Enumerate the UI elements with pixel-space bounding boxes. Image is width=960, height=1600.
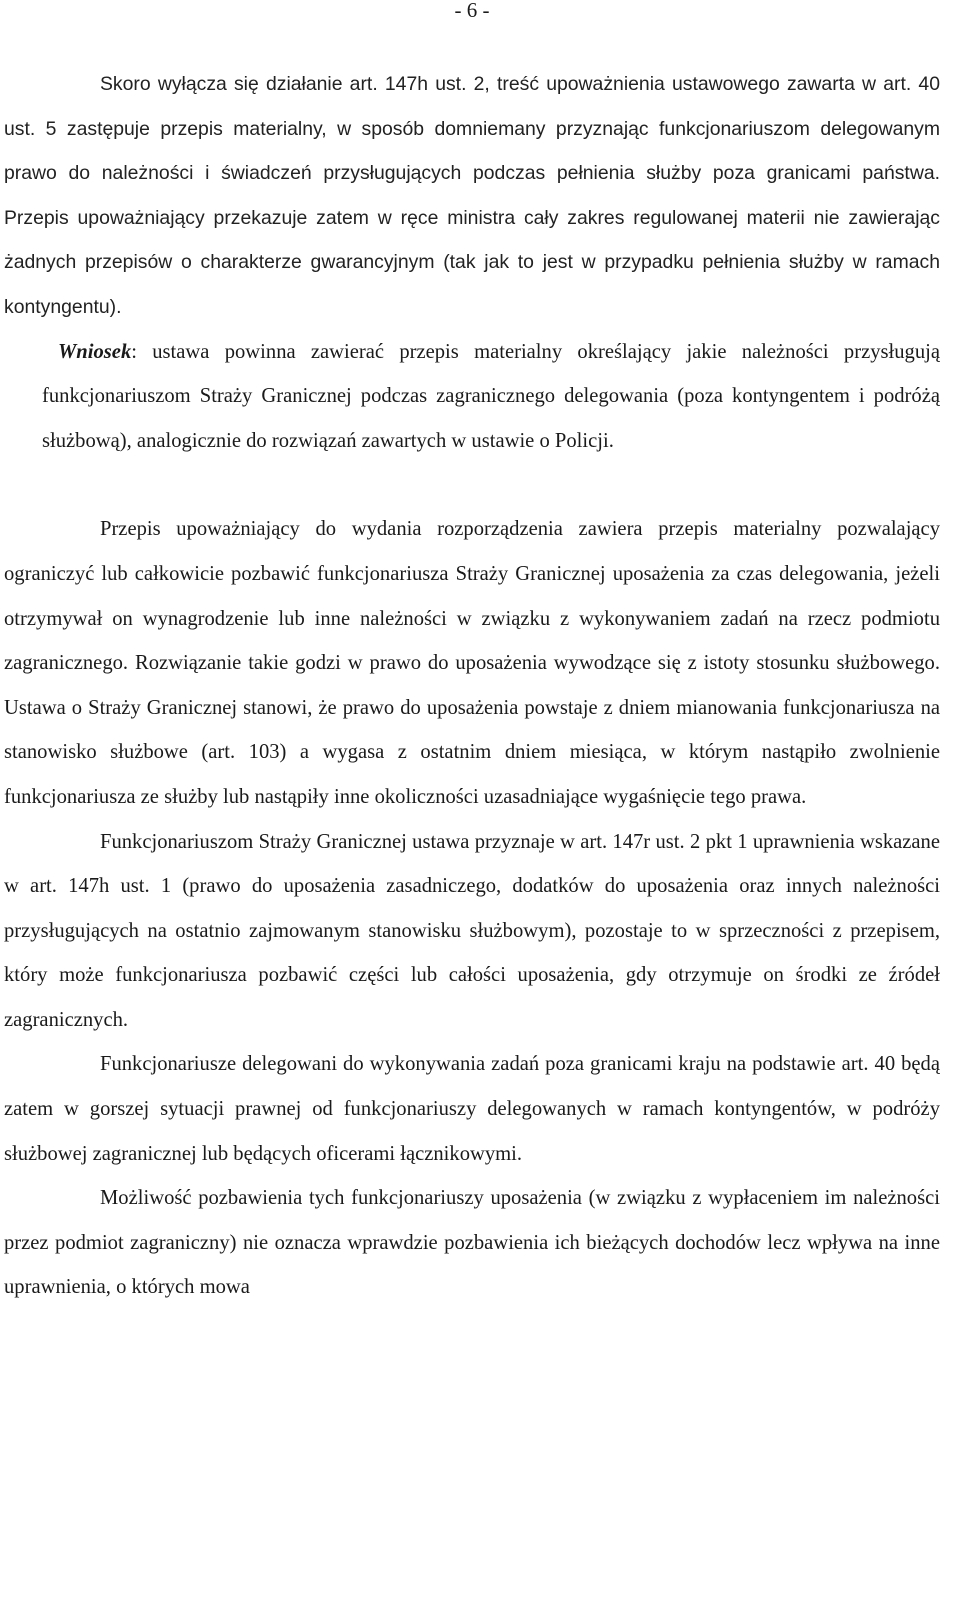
conclusion-paragraph: [42, 330, 940, 464]
document-body: [4, 62, 940, 1310]
conclusion-text: : ustawa powinna zawierać przepis materialny określający jakie należności przysługują funkcjonariuszom Straży Granicznej podczas zagranicznego delegowania (poza kontyngentem i podróżą służbową), analogicznie do rozwiązań zawartych w ustawie o Policji.: [42, 340, 940, 452]
paragraph-1: [4, 62, 940, 330]
paragraph-1-part-a: Skoro wyłącza się działanie art. 147h ust. 2, treść upoważnienia ustawowego zawarta w art. 40 ust. 5 zastępuje przepis materialny, w sposób domniemany przyznając funkcjonariuszom delegowanym prawo do należności i świadczeń przysługujących podczas pełnienia służby poza granicami państwa.: [4, 73, 940, 185]
paragraph-2: Przepis upoważniający do wydania rozporządzenia zawiera przepis materialny pozwalający ograniczyć lub całkowicie pozbawić funkcjonariusza Straży Granicznej uposażenia za czas delegowania, jeżeli otrzymywał on wynagrodzenie lub inne należności w związku z wykonywaniem zadań na rzecz podmiotu zagranicznego. Rozwiązanie takie godzi w prawo do uposażenia wywodzące się z istoty stosunku służbowego. Ustawa o Straży Granicznej stanowi, że prawo do uposażenia powstaje z dniem mianowania funkcjonariusza na stanowisko służbowe (art. 103) a wygasa z ostatnim dniem miesiąca, w którym nastąpiło zwolnienie funkcjonariusza ze służby lub nastąpiły inne okoliczności uzasadniające wygaśnięcie tego prawa.: [4, 518, 940, 808]
paragraph-1-part-b: Przepis upoważniający przekazuje zatem w ręce ministra cały zakres regulowanej materii nie zawierając żadnych przepisów o charakterze gwarancyjnym (tak jak to jest w przypadku pełnienia służby w ramach kontyngentu).: [4, 206, 940, 318]
page-number: - 6 -: [454, 0, 490, 22]
paragraph-3: Funkcjonariuszom Straży Granicznej ustawa przyznaje w art. 147r ust. 2 pkt 1 uprawnienia wskazane w art. 147h ust. 1 (prawo do uposażenia zasadniczego, dodatków do uposażenia oraz innych należności przysługujących na ostatnio zajmowanym stanowisku służbowym), pozostaje to w sprzeczności z przepisem, który może funkcjonariusza pozbawić części lub całości uposażenia, gdy otrzymuje on środki ze źródeł zagranicznych.: [4, 830, 940, 1031]
paragraph-4: Funkcjonariusze delegowani do wykonywania zadań poza granicami kraju na podstawie art. 40 będą zatem w gorszej sytuacji prawnej od funkcjonariuszy delegowanych w ramach kontyngentów, w podróży służbowej zagranicznej lub będących oficerami łącznikowymi.: [4, 1053, 940, 1165]
document-page: [4, 0, 940, 1600]
conclusion-label: Wniosek: [58, 340, 132, 363]
paragraph-5: Możliwość pozbawienia tych funkcjonariuszy uposażenia (w związku z wypłaceniem im należności przez podmiot zagraniczny) nie oznacza wprawdzie pozbawienia ich bieżących dochodów lecz wpływa na inne uprawnienia, o których mowa: [4, 1187, 940, 1299]
